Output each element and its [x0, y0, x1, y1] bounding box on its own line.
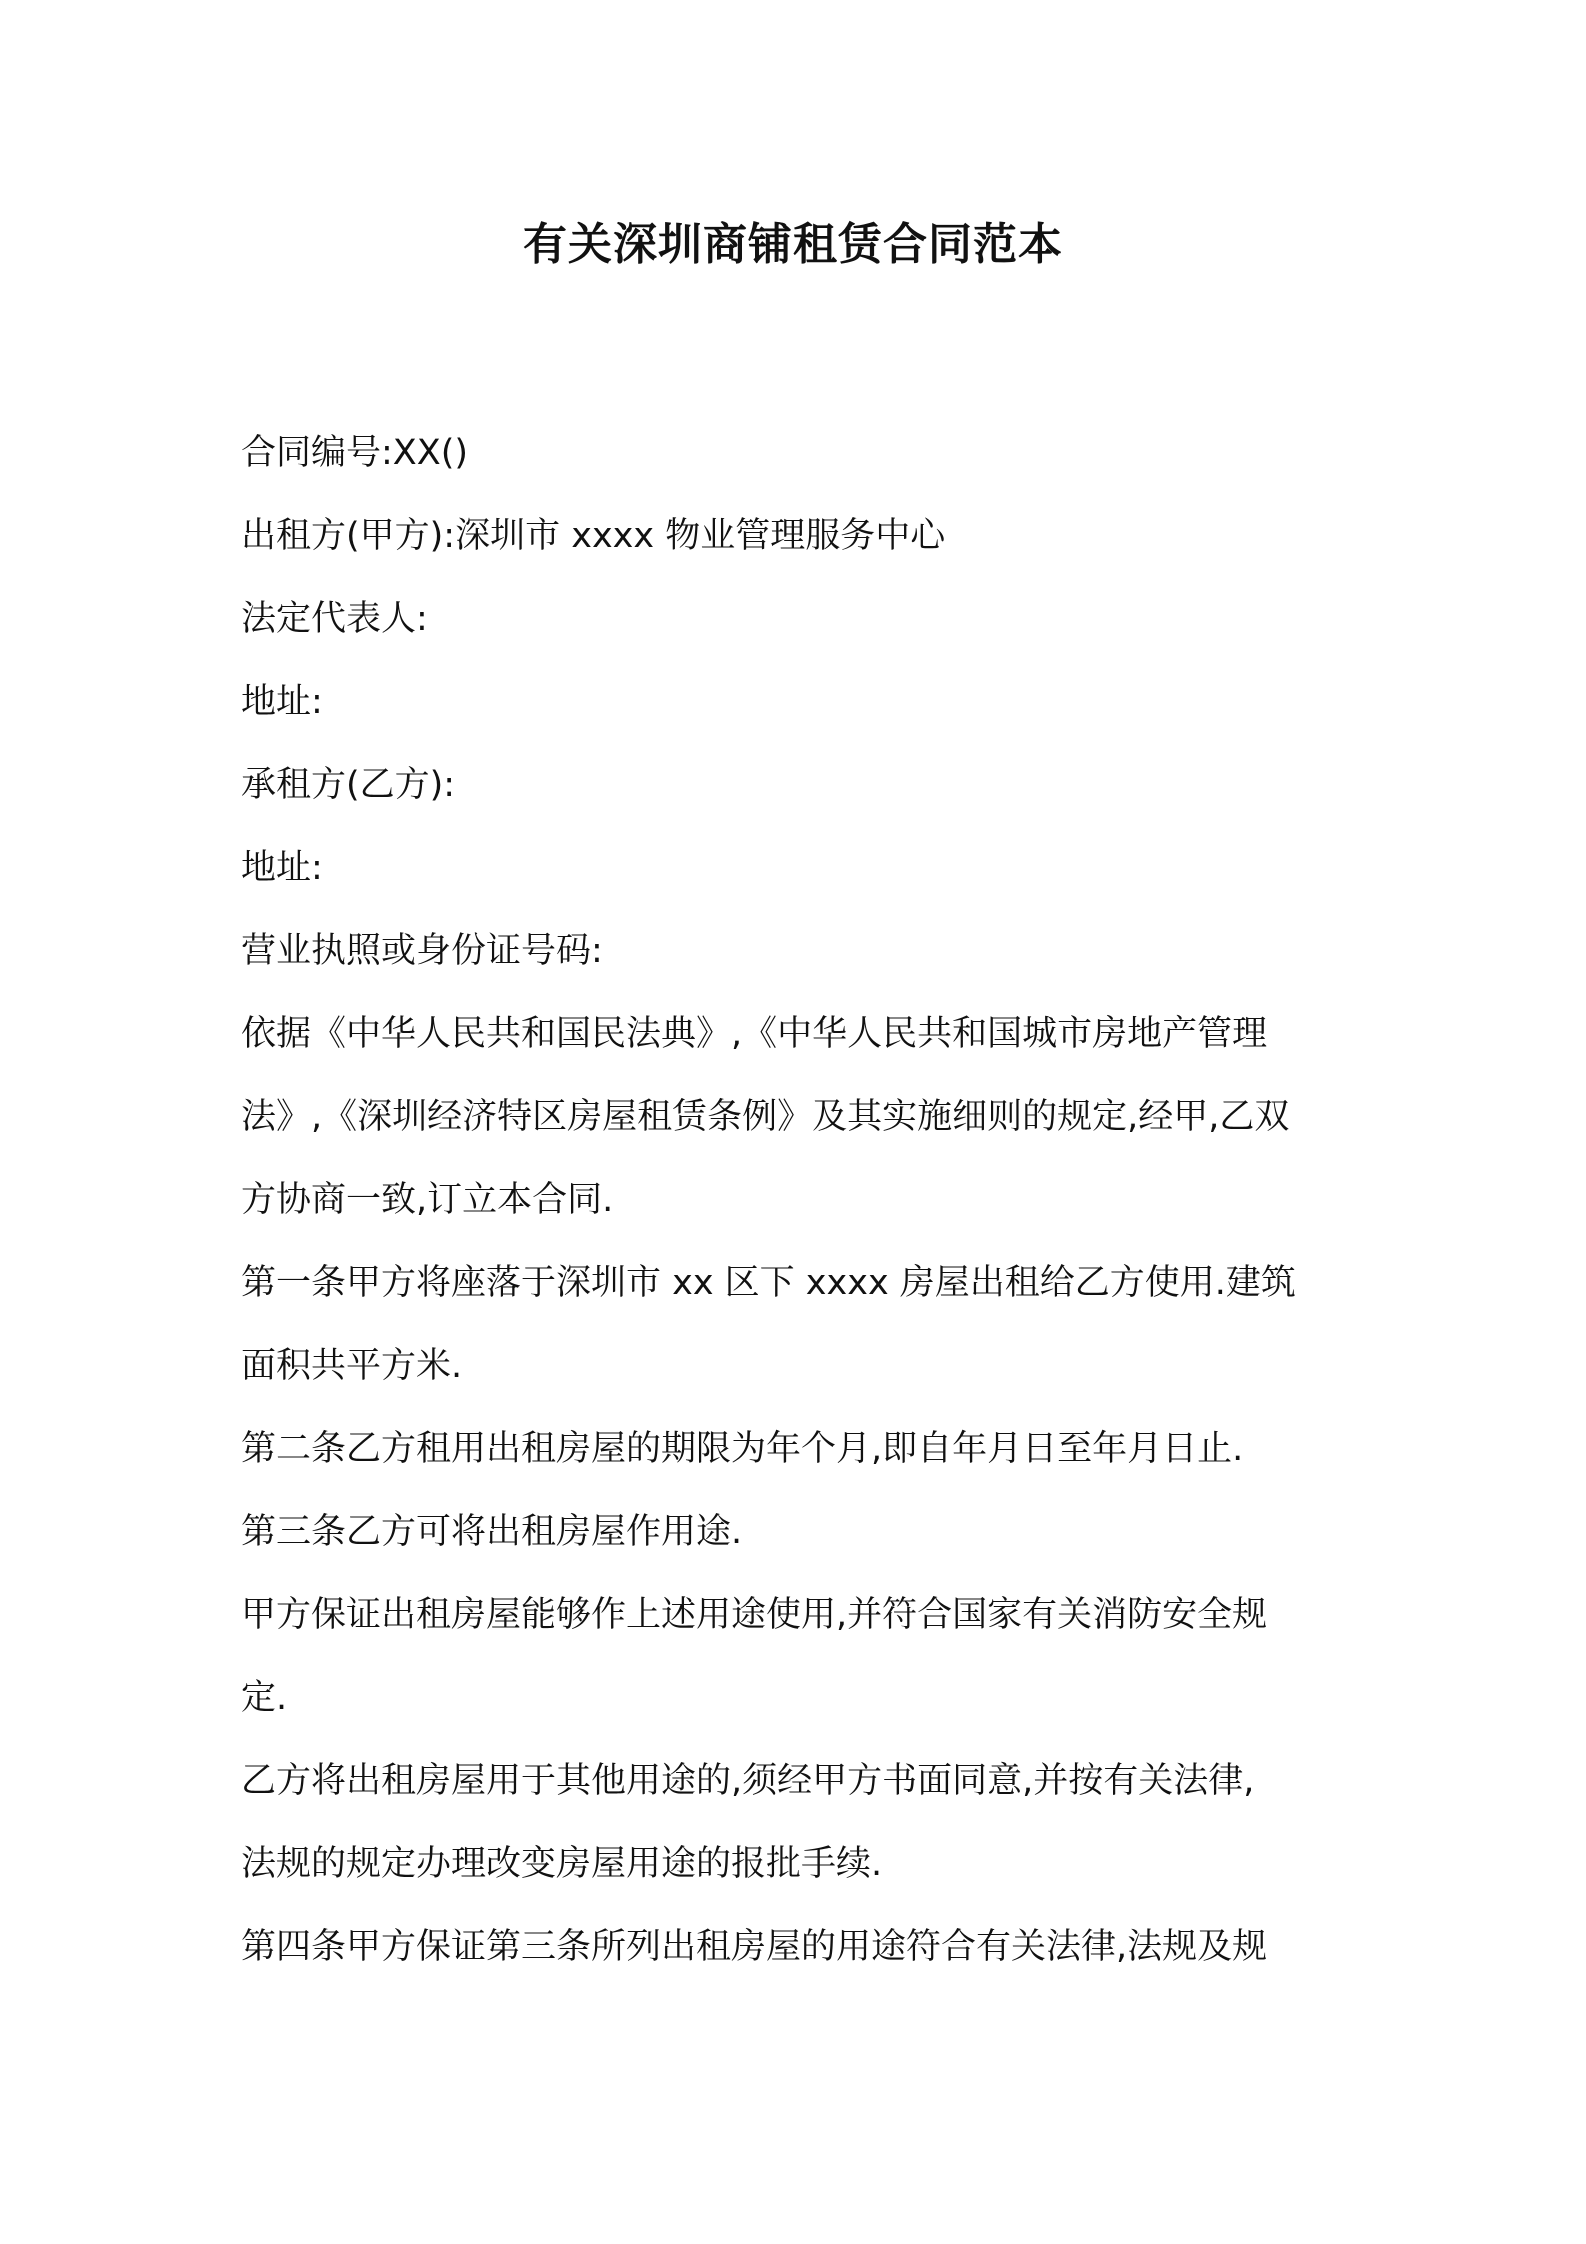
lessor-line [241, 495, 1361, 578]
text-line: 依据《中华人民共和国民法典》,《中华人民共和国城市房地产管理 [241, 1014, 1268, 1054]
document-body [241, 412, 1361, 1989]
text-line: 定. [241, 1678, 288, 1718]
article-1-paragraph [241, 1242, 1361, 1408]
contract-number-line [241, 412, 1361, 495]
license-id-line [241, 910, 1361, 993]
document-title: 有关深圳商铺租赁合同范本 [523, 219, 1063, 270]
text-line: 方协商一致,订立本合同. [241, 1180, 614, 1220]
text-line: 法规的规定办理改变房屋用途的报批手续. [241, 1844, 883, 1884]
text-line: 地址: [241, 848, 323, 888]
lessor-address-line [241, 661, 1361, 744]
text-line: 合同编号:XX() [241, 433, 469, 473]
text-line: 第二条乙方租用出租房屋的期限为年个月,即自年月日至年月日止. [241, 1429, 1244, 1469]
lessee-line [241, 744, 1361, 827]
text-line: 甲方保证出租房屋能够作上述用途使用,并符合国家有关消防安全规 [241, 1595, 1268, 1635]
lessor-guarantee-paragraph [241, 1574, 1361, 1740]
text-line: 营业执照或身份证号码: [241, 931, 603, 971]
text-line: 面积共平方米. [241, 1346, 463, 1386]
article-3-paragraph [241, 1491, 1361, 1574]
lessee-address-line [241, 827, 1361, 910]
text-line: 第一条甲方将座落于深圳市 xx 区下 xxxx 房屋出租给乙方使用.建筑 [241, 1263, 1296, 1303]
legal-representative-line [241, 578, 1361, 661]
text-line: 地址: [241, 682, 323, 722]
text-line: 第四条甲方保证第三条所列出租房屋的用途符合有关法律,法规及规 [241, 1927, 1268, 1967]
legal-basis-paragraph [241, 993, 1361, 1242]
text-line: 法定代表人: [241, 599, 428, 639]
article-4-paragraph [241, 1906, 1361, 1989]
text-line: 出租方(甲方):深圳市 xxxx 物业管理服务中心 [241, 516, 946, 556]
text-line: 承租方(乙方): [241, 765, 456, 805]
text-line: 法》,《深圳经济特区房屋租赁条例》及其实施细则的规定,经甲,乙双 [241, 1097, 1290, 1137]
article-2-paragraph [241, 1408, 1361, 1491]
lessee-change-use-paragraph [241, 1740, 1361, 1906]
text-line: 乙方将出租房屋用于其他用途的,须经甲方书面同意,并按有关法律, [241, 1761, 1255, 1801]
text-line: 第三条乙方可将出租房屋作用途. [241, 1512, 743, 1552]
